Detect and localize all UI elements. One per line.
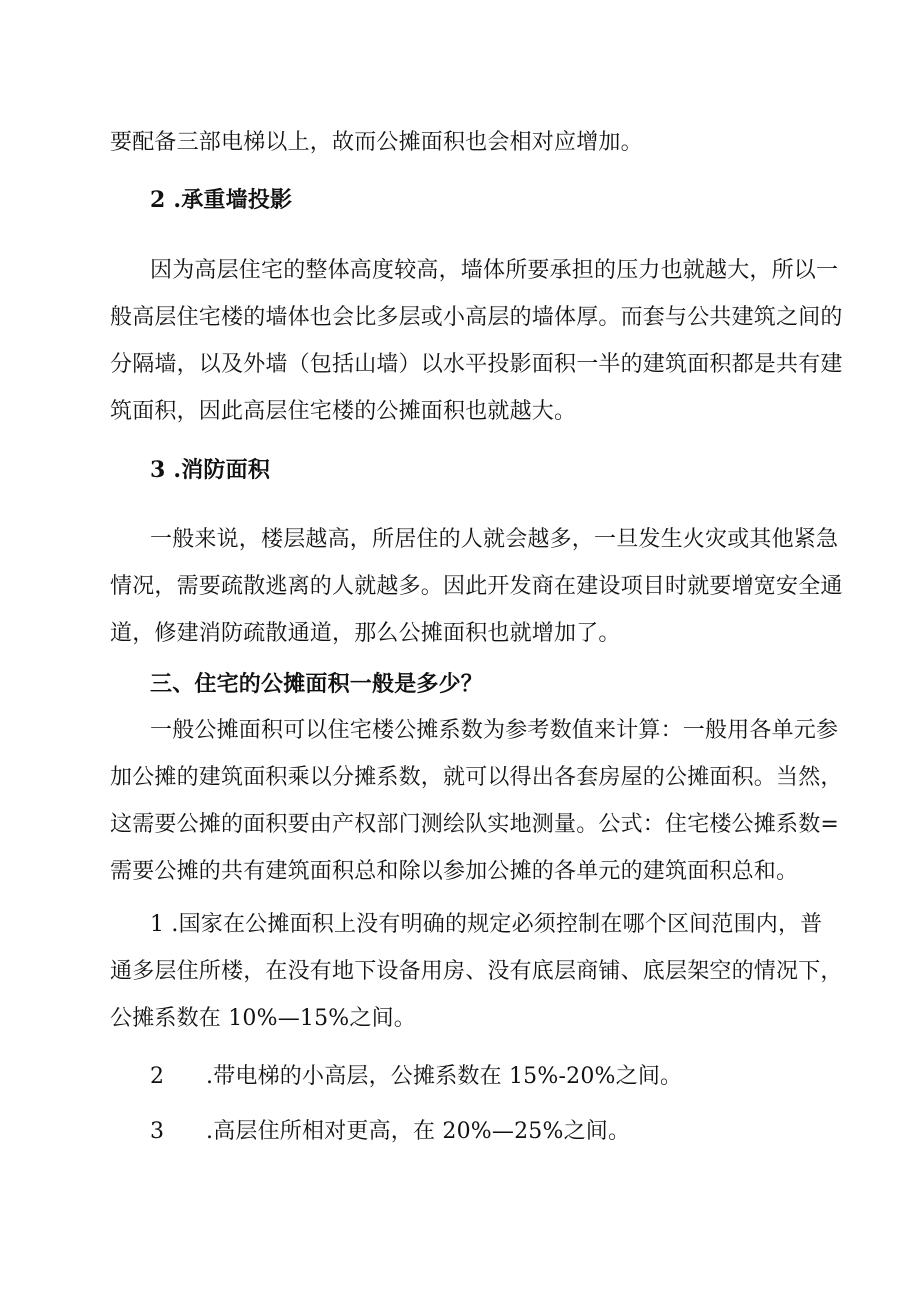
text-line: 筑面积，因此高层住宅楼的公摊面积也就越大。 [110, 399, 577, 424]
section-heading: 2 .承重墙投影 [150, 187, 293, 213]
section-heading: 3 .消防面积 [150, 457, 271, 483]
text-line: 般高层住宅楼的墙体也会比多层或小高层的墙体厚。而套与公共建筑之间的 [110, 305, 843, 330]
text-line: 公摊系数在 10%—15%之间。 [110, 1006, 416, 1031]
text-line: 一般来说，楼层越高，所居住的人就会越多，一旦发生火灾或其他紧急 [150, 527, 839, 552]
list-number: 2 [150, 1064, 165, 1089]
text-line: 情况，需要疏散逃离的人就越多。因此开发商在建设项目时就要增宽安全通 [110, 574, 843, 599]
text-line: 道，修建消防疏散通道，那么公摊面积也就增加了。 [110, 621, 621, 646]
list-number: 3 [150, 1119, 165, 1144]
text-line: 这需要公摊的面积要由产权部门测绘队实地测量。公式：住宅楼公摊系数= [110, 812, 840, 837]
text-line: 分隔墙，以及外墙（包括山墙）以水平投影面积一半的建筑面积都是共有建 [110, 352, 843, 377]
text-line: 需要公摊的共有建筑面积总和除以参加公摊的各单元的建筑面积总和。 [110, 859, 799, 884]
text-line: 因为高层住宅的整体高度较高，墙体所要承担的压力也就越大，所以一 [150, 258, 839, 283]
list-item: .带电梯的小高层，公摊系数在 15%-20%之间。 [206, 1064, 683, 1089]
list-item: 1 .国家在公摊面积上没有明确的规定必须控制在哪个区间范围内，普 [150, 912, 823, 937]
text-line: 加公摊的建筑面积乘以分摊系数，就可以得出各套房屋的公摊面积。当然， [110, 765, 843, 790]
section-heading: 三、住宅的公摊面积一般是多少？ [150, 671, 484, 697]
text-line: 一般公摊面积可以住宅楼公摊系数为参考数值来计算：一般用各单元参 [150, 718, 839, 743]
list-item: .高层住所相对更高，在 20%—25%之间。 [206, 1119, 631, 1144]
text-line: 要配备三部电梯以上，故而公摊面积也会相对应增加。 [110, 130, 643, 155]
text-line: 通多层住所楼，在没有地下设备用房、没有底层商铺、底层架空的情况下， [110, 959, 843, 984]
